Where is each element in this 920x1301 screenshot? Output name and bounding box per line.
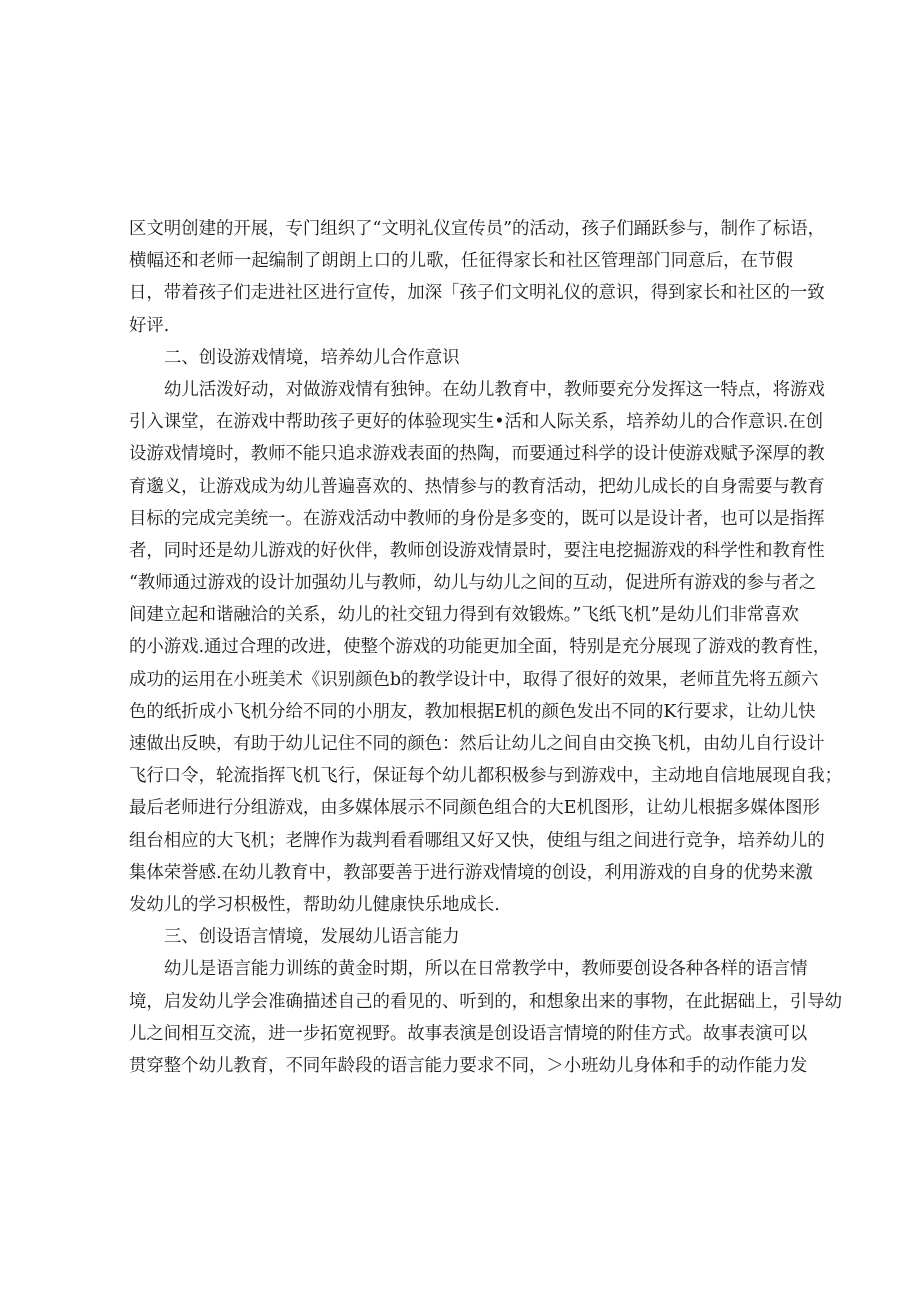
text-line: 组台相应的大飞机；老牌作为裁判看看哪组又好又快，使组与组之间进行竞争，培养幼儿的 xyxy=(129,830,825,851)
document-page xyxy=(129,213,843,1082)
text-line: 好评. xyxy=(129,315,170,336)
text-line: 色的纸折成小飞机分给不同的小朋友，教加根据E机的颜色发出不同的K行要求，让幼儿快 xyxy=(129,701,816,722)
text-line: 的小游戏.通过合理的改进，使整个游戏的功能更加全面，特别是充分展现了游戏的教育性， xyxy=(129,637,831,658)
text-line: “教师通过游戏的设计加强幼儿与教师，幼儿与幼儿之间的互动，促进所有游戏的参与者之 xyxy=(129,573,817,594)
text-line: 间建立起和谐融洽的关系，幼儿的社交钮力得到有效锻炼。”飞纸飞机”是幼儿们非常喜欢 xyxy=(129,605,799,626)
text-line: 境，启发幼儿学会准确描述自己的看见的、听到的，和想象出来的事物，在此据础上，引导幼 xyxy=(129,991,843,1012)
text-line: 集体荣誉感.在幼儿教育中，教部要善于进行游戏情境的创设，利用游戏的自身的优势来激 xyxy=(129,862,813,883)
text-line: 幼儿活泼好动，对做游戏情有独钟。在幼儿教育中，教师要充分发挥这一特点，将游戏 xyxy=(164,379,825,400)
text-line: 速做出反映，有助于幼儿记住不同的颜色：然后让幼儿之间自由交换飞机，由幼儿自行设计 xyxy=(129,734,825,754)
text-line: 发幼儿的学习枳极性，帮助幼儿健康快乐地成长. xyxy=(129,894,500,915)
text-line: 育邈义，让游戏成为幼儿普遍喜欢的、热情参与的教育活动，把幼儿成长的自身需要与教育 xyxy=(129,476,825,497)
text-line: 者，同时还是幼儿游戏的好伙伴，教师创设游戏情景时，要注电挖掘游戏的科学性和教育性 xyxy=(129,540,825,561)
text-line: 贯穿整个幼儿教育，不同年龄段的语言能力要求不同，＞小班幼儿身体和手的动作能力发 xyxy=(129,1055,808,1076)
text-line: 儿之间相互交流，进一步拓宽视野。故事表演是创设语言情境的附佳方式。故事表演可以 xyxy=(129,1023,808,1044)
paragraph-3 xyxy=(129,953,843,1082)
text-line: 设游戏情境时，教师不能只追求游戏表面的热陶，而要通过科学的设计使游戏赋予深厚的教 xyxy=(129,444,825,465)
paragraph-2 xyxy=(129,374,843,921)
text-line: 成功的运用在小班美术《识别颜色b的教学设计中，取得了很好的效果，老师苴先将五颜六 xyxy=(129,669,819,690)
text-line: 目标的完成完美统一。在游戏活动中教师的身份是多变的，既可以是设计者，也可以是指挥 xyxy=(129,508,825,529)
text-line: 引入课堂，在游戏中帮助孩子更好的体验现实生•活和人际关系，培养幼儿的合作意识.在创 xyxy=(129,412,824,433)
section-heading-3: 三、创设语言情境，发展幼儿语言能力 xyxy=(164,927,460,948)
text-line: 飞行口令，轮流指挥飞机飞行，保证每个幼儿都积极参与到游戏中，主动地自信地展现自我； xyxy=(129,766,843,787)
text-line: 最后老师进行分组游戏，由多媒体展示不同颜色组合的大E机图形，让幼儿根据多媒体图形 xyxy=(129,798,820,819)
section-heading-2: 二、创设游戏情境，培养幼儿合作意识 xyxy=(164,347,460,368)
text-line: 幼儿是语言能力训练的黄金时期，所以在日常教学中，教师要创设各种各样的语言情 xyxy=(164,959,808,980)
text-line: 日，带着孩子们走进社区进行宣传，加深「孩子们文明礼仪的意识，得到家长和社区的一致 xyxy=(129,283,825,304)
text-line: 横幅还和老师一起编制了朗朗上口的儿歌，任征得家长和社区管理部门同意后，在节假 xyxy=(129,251,793,272)
paragraph-1 xyxy=(129,213,826,342)
text-line: 区文明创建的开展，专门组织了“文明礼仪宣传员”的活动，孩子们踊跃参与，制作了标语， xyxy=(129,219,826,239)
